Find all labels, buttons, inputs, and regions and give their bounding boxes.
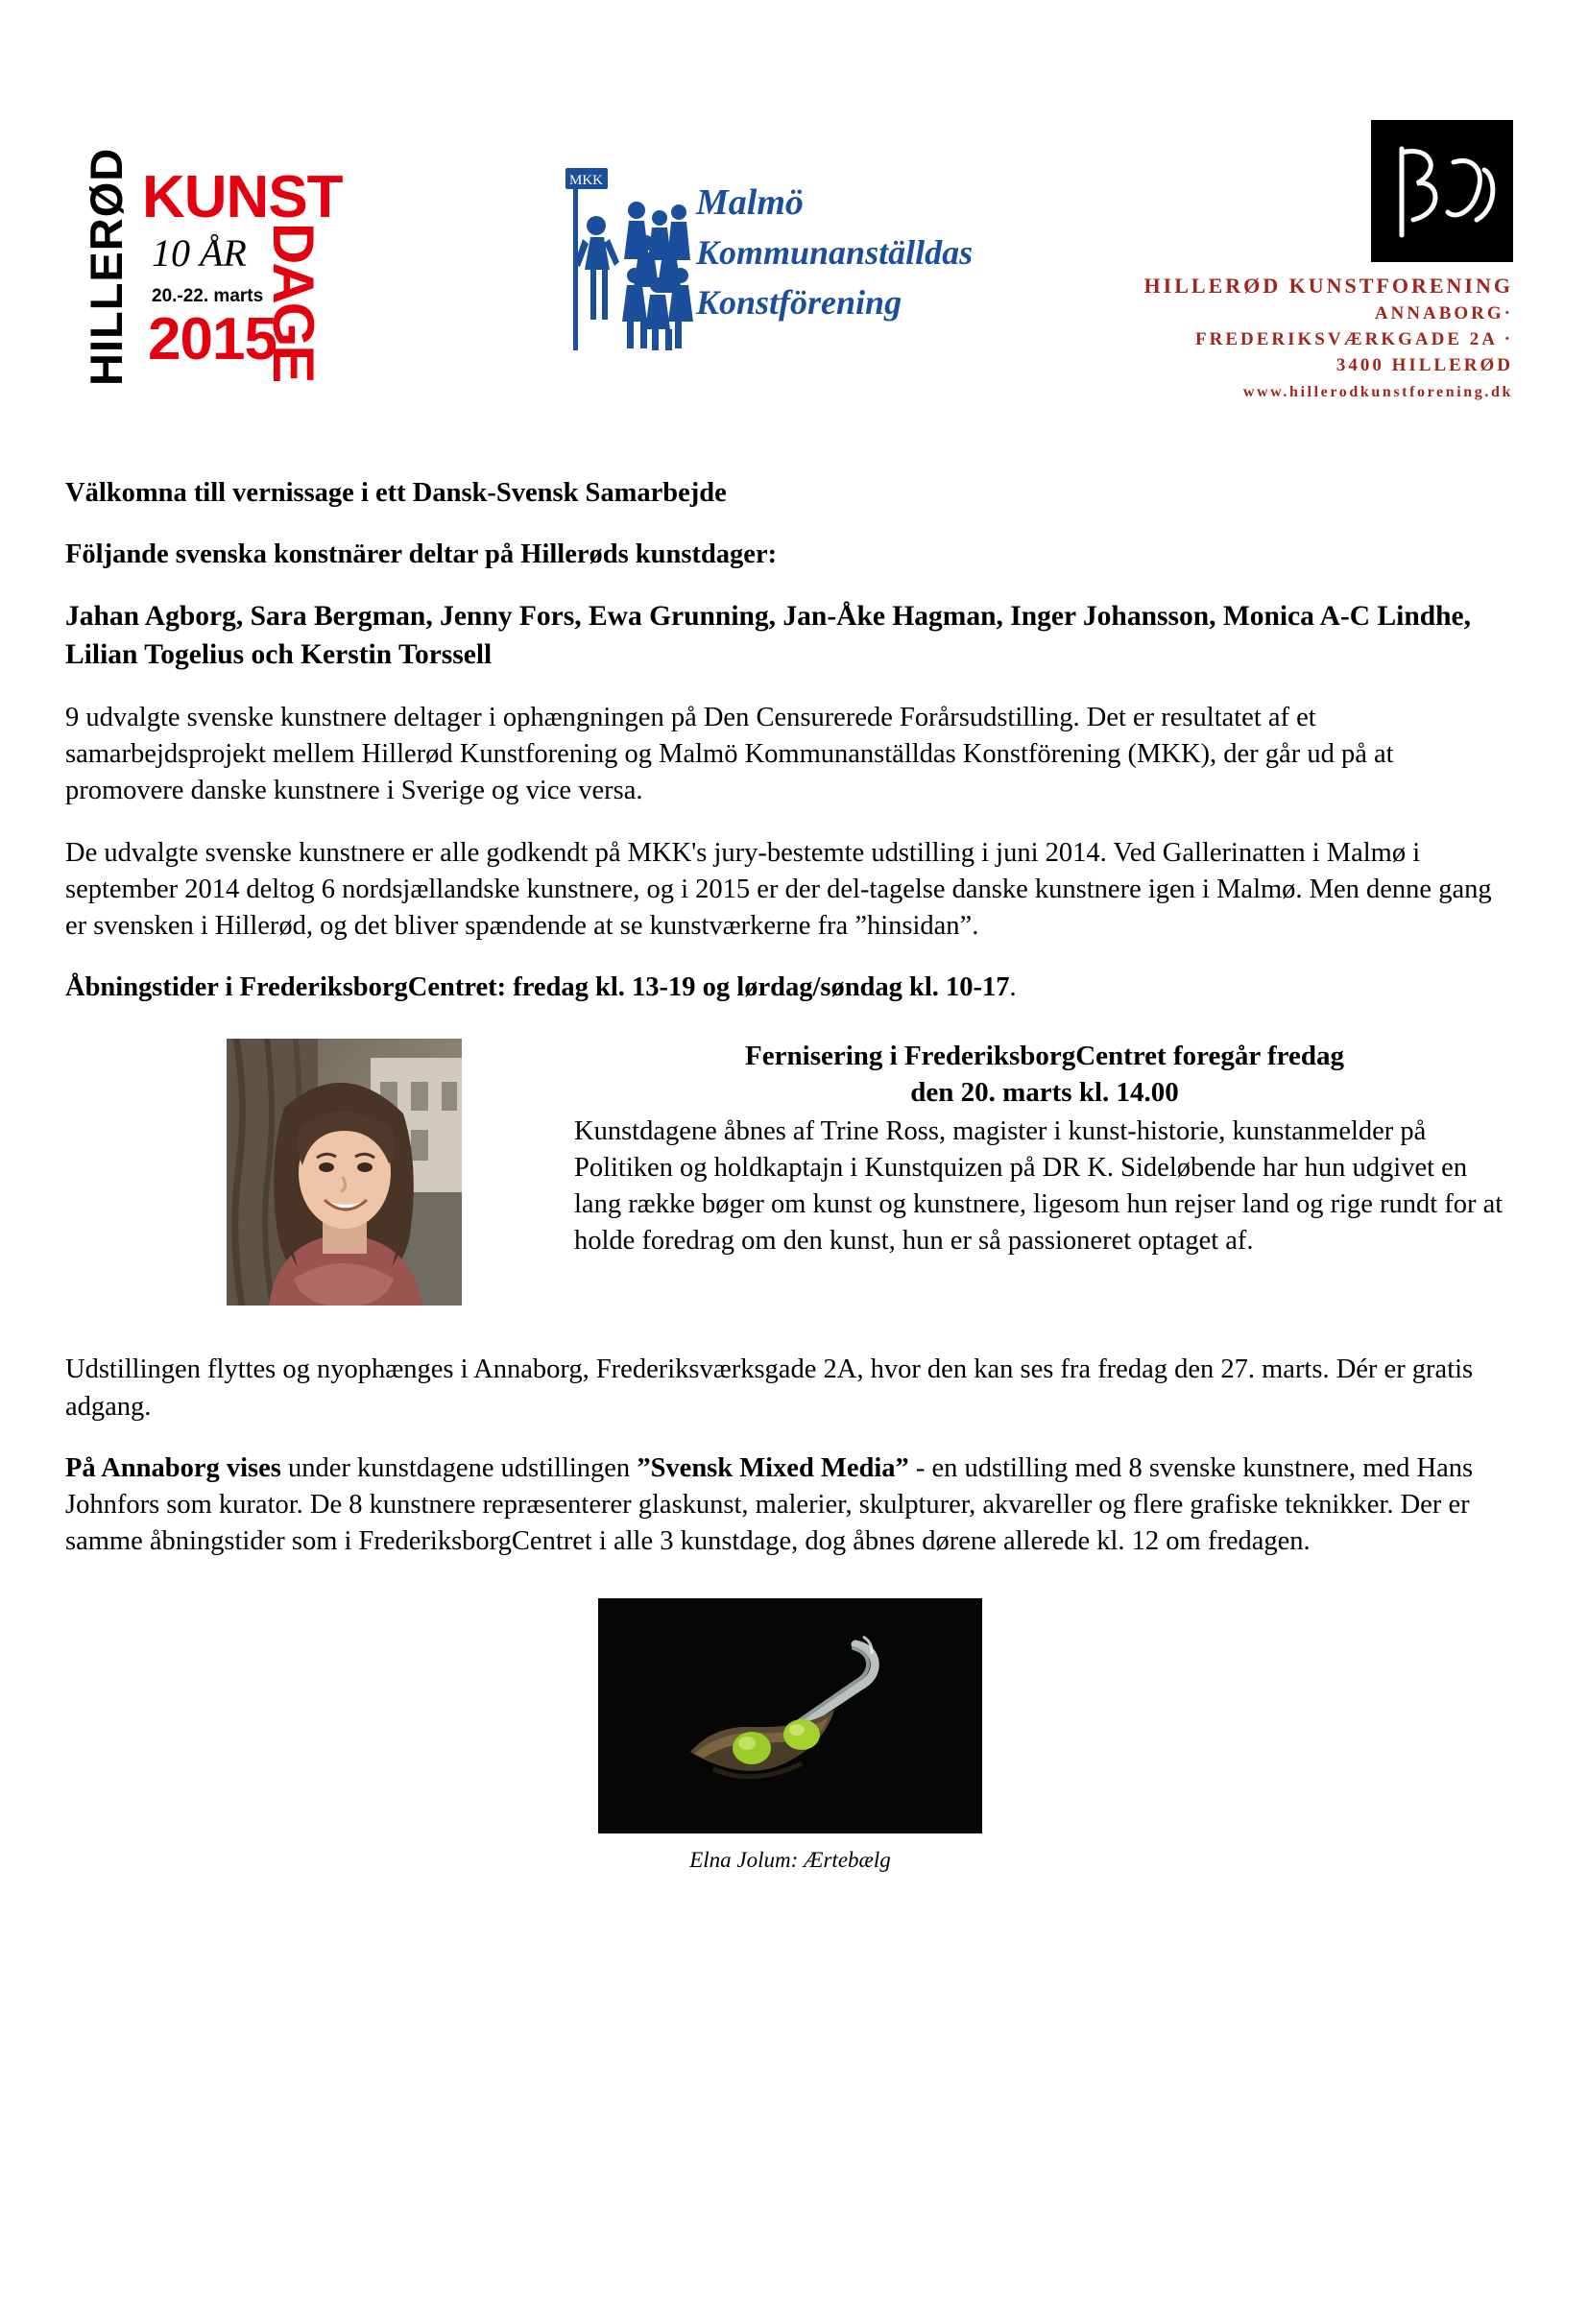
mkk-logo	[552, 158, 974, 379]
hillerod-kunstdage-logo	[77, 147, 365, 389]
annaborg-rest: - en udstilling med 8 svenske kunstnere, med Hans Johnfors som kurator. De 8 kunstnere repræsenterer glaskunst, malerier, skulpturer, akvareller og flere grafiske teknikker. Der er samme åbningstider som i FrederiksborgCentret i alle 3 kunstdage, dog åbnes dørene allerede kl. 12 om fredagen.	[65, 1452, 1474, 1557]
fernisering-text	[574, 1039, 1515, 1259]
annaborg-mid: under kunstdagene udstillingen	[280, 1452, 638, 1483]
fernisering-description: Kunstdagene åbnes af Trine Ross, magister i kunst-historie, kunstanmelder på Politiken og holdkaptajn i Kunstquizen på DR K. Sideløbende har hun udgivet en lang række bøger om kunst og kunstnere, ligesom hun rejser land og rige rundt for at holde foredrag om den kunst, hun er så passioneret optaget af.	[574, 1115, 1504, 1257]
mkk-line-1: Malmö	[696, 182, 804, 223]
paragraph-annaborg-move: Udstillingen flyttes og nyophænges i Annaborg, Frederiksværksgade 2A, hvor den kan ses fra fredag den 27. marts. Dér er gratis adgang.	[65, 1354, 1474, 1422]
logo-kunst-text: KUNST	[142, 164, 343, 230]
welcome-heading: Välkomna till vernissage i ett Dansk-Svensk Samarbejde	[65, 478, 727, 508]
document-body	[65, 475, 1515, 1873]
opening-hours-period: .	[1009, 972, 1017, 1003]
opening-hours-text: Åbningstider i FrederiksborgCentret: fredag kl. 13-19 og lørdag/søndag kl. 10-17	[65, 972, 1010, 1003]
artwork-caption-row	[65, 1848, 1515, 1873]
kunstforening-venue: ANNABORG·	[1374, 303, 1513, 323]
kunstforening-website[interactable]: www.hillerodkunstforening.dk	[1242, 384, 1513, 400]
logo-dage-text: DAGE	[261, 223, 325, 382]
fernisering-title-line-2: den 20. marts kl. 14.00	[910, 1077, 1179, 1108]
document-header	[0, 0, 1588, 400]
opening-hours	[65, 970, 1515, 1006]
mkk-line-3: Konstförening	[696, 283, 902, 322]
artwork-caption: Elna Jolum: Ærtebælg	[689, 1848, 891, 1873]
participants-list: Jahan Agborg, Sara Bergman, Jenny Fors, Ewa Grunning, Jan-Åke Hagman, Inger Johansson, Monica A-C Lindhe, Lilian Togelius och Kerstin Torssell	[65, 601, 1472, 671]
trine-ross-portrait	[227, 1039, 462, 1306]
logo-hillerod-text: HILLERØD	[81, 147, 132, 386]
artwork-block	[65, 1598, 1515, 1873]
mkk-figures-icon	[552, 168, 696, 360]
paragraph-annaborg-exhibition	[65, 1450, 1515, 1561]
kunstforening-city: 3400 HILLERØD	[1335, 355, 1513, 375]
mkk-logo-wordmark	[696, 178, 973, 327]
kunstforening-street: FREDERIKSVÆRKGADE 2A ·	[1195, 329, 1513, 349]
svg-text:MKK: MKK	[569, 173, 604, 188]
kunstforening-name: HILLERØD KUNSTFORENING	[1143, 274, 1513, 298]
exhibition-title-bold: ”Svensk Mixed Media”	[637, 1452, 909, 1483]
artwork-image	[598, 1598, 982, 1833]
annaborg-lead-bold: På Annaborg vises	[65, 1452, 281, 1483]
fernisering-title-line-1: Fernisering i FrederiksborgCentret foregår fredag	[745, 1041, 1344, 1072]
fernisering-title	[574, 1039, 1515, 1111]
mkk-line-2: Kommunanställdas	[696, 233, 974, 272]
kunstforening-mark-icon	[1371, 120, 1513, 262]
logo-dates-text: 20.-22. marts	[152, 286, 264, 306]
kunstforening-address	[1014, 274, 1513, 401]
logo-ten-years-text: 10 ÅR	[152, 231, 247, 275]
paragraph-collaboration: 9 udvalgte svenske kunstnere deltager i ophængningen på Den Censurerede Forårsudstilling. Det er resultatet af et samarbejdsprojekt mellem Hillerød Kunstforening og Malmö Kommunanställdas Konstförening (MKK), der går ud på at promovere danske kunstnere i Sverige og vice versa.	[65, 703, 1394, 806]
logo-year-text: 2015	[148, 306, 277, 372]
fernisering-section	[65, 1039, 1515, 1327]
paragraph-history: De udvalgte svenske kunstnere er alle godkendt på MKK's jury-bestemte udstilling i juni 2014. Ved Gallerinatten i Malmø i september 2014 deltog 6 nordsjællandske kunstnere, og i 2015 er der del-tagelse danske kunstnere igen i Malmø. Men denne gang er svensken i Hillerød, og det bliver spændende at se kunstværkerne fra ”hinsidan”.	[65, 837, 1492, 941]
participants-intro: Följande svenska konstnärer deltar på Hillerøds kunstdager:	[65, 539, 778, 570]
